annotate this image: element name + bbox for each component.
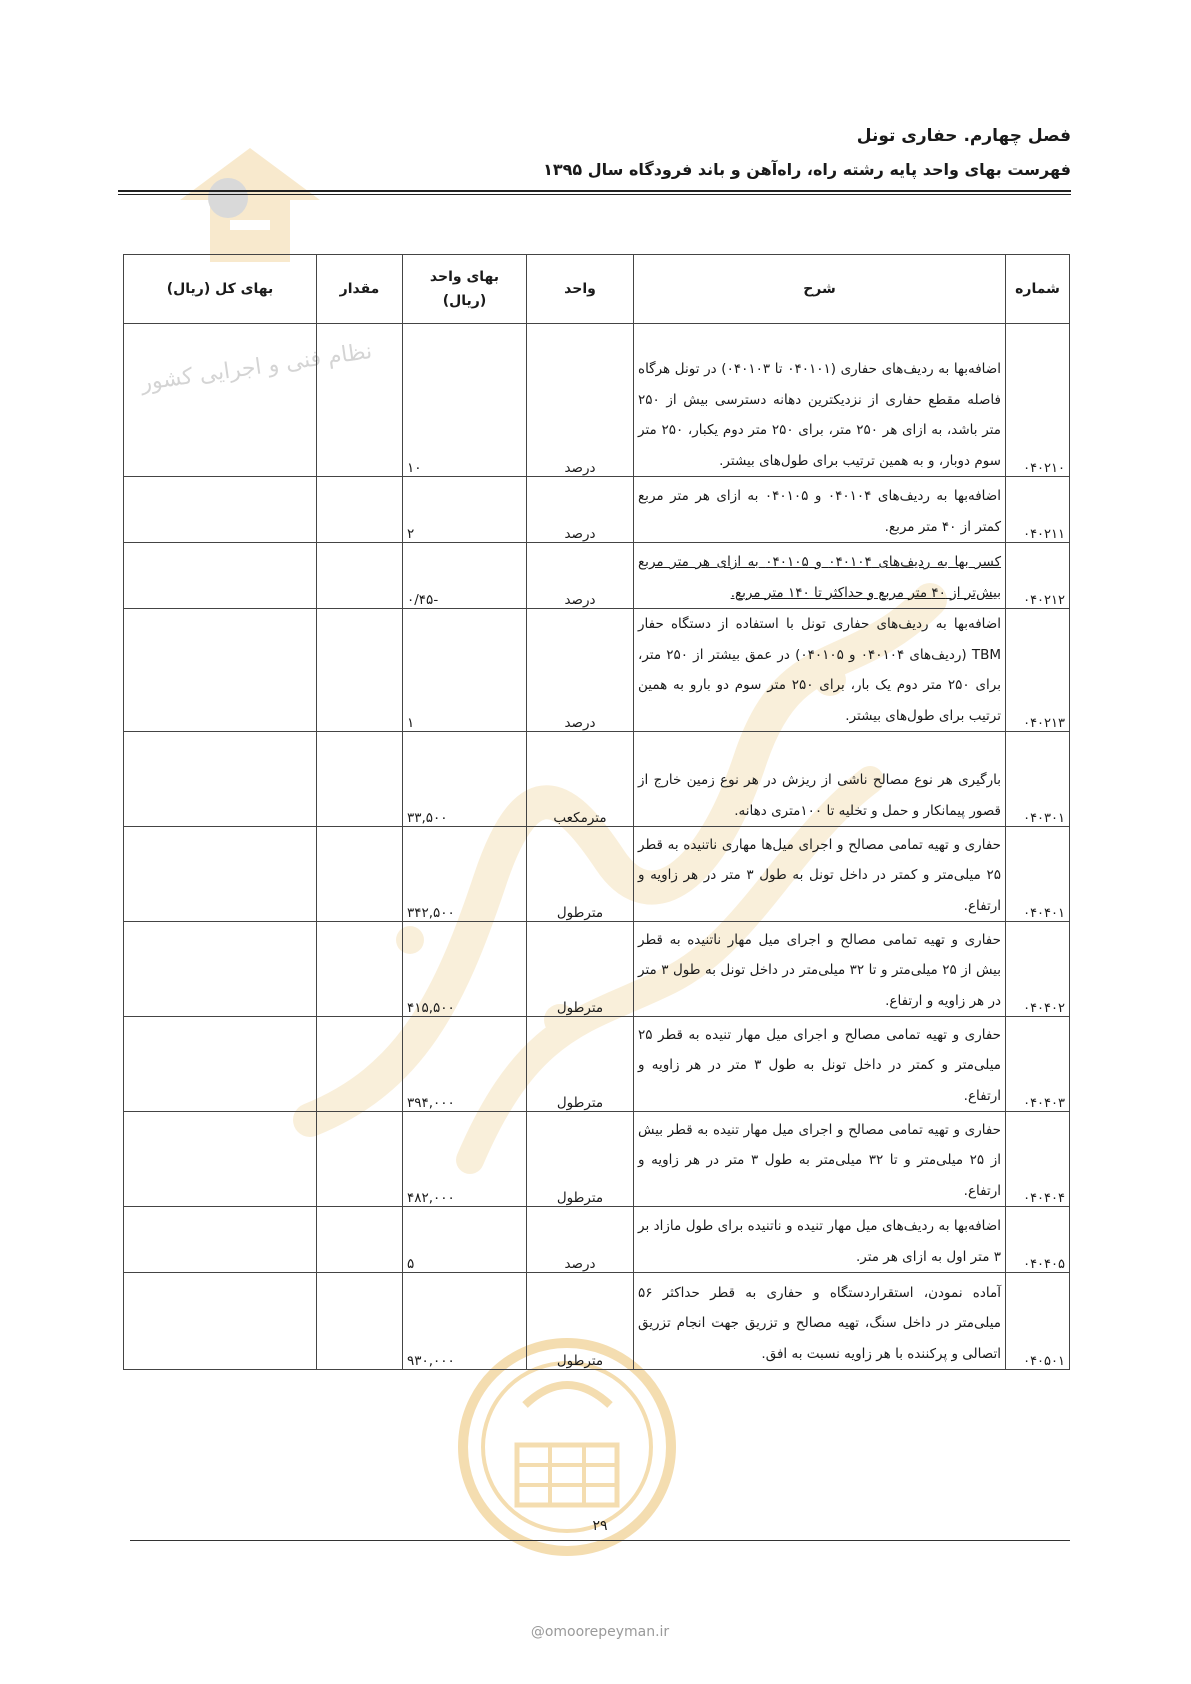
row-unit: مترطول xyxy=(527,922,634,1017)
header-unit-price-currency: (ریال) xyxy=(442,293,487,309)
row-total-price xyxy=(124,922,317,1017)
header-code: شماره xyxy=(1006,255,1070,324)
header-quantity: مقدار xyxy=(317,255,403,324)
row-unit: درصد xyxy=(527,543,634,609)
row-quantity xyxy=(317,827,403,922)
row-unit-price: ۳۳,۵۰۰ xyxy=(403,732,527,827)
row-description: حفاری و تهیه تمامی مصالح و اجرای میل مهار تنیده به قطر بیش از ۲۵ میلی‌متر و تا ۳۲ میلی‌متر به طول ۳ متر در هر زاویه و ارتفاع. xyxy=(634,1112,1006,1207)
page-number: ۲۹ xyxy=(592,1518,608,1534)
row-quantity xyxy=(317,732,403,827)
row-code: ۰۴۰۲۱۳ xyxy=(1006,609,1070,732)
row-code: ۰۴۰۴۰۱ xyxy=(1006,827,1070,922)
row-description: اضافه‌بها به ردیف‌های میل مهار تنیده و ناتنیده برای طول مازاد بر ۳ متر اول به ازای هر متر. xyxy=(634,1207,1006,1273)
row-quantity xyxy=(317,922,403,1017)
table-row xyxy=(124,1273,1070,1370)
row-quantity xyxy=(317,1112,403,1207)
table-row xyxy=(124,1112,1070,1207)
row-code: ۰۴۰۵۰۱ xyxy=(1006,1273,1070,1370)
row-quantity xyxy=(317,1273,403,1370)
table-row xyxy=(124,827,1070,922)
row-description: بارگیری هر نوع مصالح ناشی از ریزش در هر نوع زمین خارج از قصور پیمانکار و حمل و تخلیه تا ۱۰۰متری دهانه. xyxy=(634,732,1006,827)
row-total-price xyxy=(124,324,317,477)
row-unit-price: ۱ xyxy=(403,609,527,732)
row-total-price xyxy=(124,1017,317,1112)
row-description: حفاری و تهیه تمامی مصالح و اجرای میل مهار تنیده به قطر ۲۵ میلی‌متر و کمتر در داخل تونل به طول ۳ متر در هر زاویه و ارتفاع. xyxy=(634,1017,1006,1112)
table-row xyxy=(124,324,1070,477)
row-code: ۰۴۰۴۰۲ xyxy=(1006,922,1070,1017)
row-unit-price: ۱۰ xyxy=(403,324,527,477)
row-total-price xyxy=(124,1273,317,1370)
row-quantity xyxy=(317,543,403,609)
table-row xyxy=(124,1017,1070,1112)
header-unit-price xyxy=(403,255,527,324)
watermark-text: نظام فنی و اجرایی کشور xyxy=(139,338,374,397)
row-unit: مترطول xyxy=(527,1273,634,1370)
row-unit: مترطول xyxy=(527,1112,634,1207)
row-code: ۰۴۰۴۰۵ xyxy=(1006,1207,1070,1273)
row-code: ۰۴۰۲۱۰ xyxy=(1006,324,1070,477)
row-total-price xyxy=(124,1112,317,1207)
row-description: حفاری و تهیه تمامی مصالح و اجرای میل مهار ناتنیده به قطر بیش از ۲۵ میلی‌متر و تا ۳۲ میلی‌متر در داخل تونل به طول ۳ متر در هر زاویه و ارتفاع. xyxy=(634,922,1006,1017)
row-unit: درصد xyxy=(527,477,634,543)
row-unit: درصد xyxy=(527,324,634,477)
row-unit-price: ۳۴۲,۵۰۰ xyxy=(403,827,527,922)
table-header-row xyxy=(124,255,1070,324)
chapter-title: فصل چهارم. حفاری تونل xyxy=(856,126,1071,146)
header-total-price: بهای کل (ریال) xyxy=(124,255,317,324)
header-unit-price-label: بهای واحد xyxy=(429,269,500,285)
table-row xyxy=(124,543,1070,609)
row-description: اضافه‌بها به ردیف‌های ۰۴۰۱۰۴ و ۰۴۰۱۰۵ به ازای هر متر مربع کمتر از ۴۰ متر مربع. xyxy=(634,477,1006,543)
row-code: ۰۴۰۲۱۱ xyxy=(1006,477,1070,543)
header-description: شرح xyxy=(634,255,1006,324)
row-quantity xyxy=(317,477,403,543)
row-unit-price: ۴۱۵,۵۰۰ xyxy=(403,922,527,1017)
row-unit: درصد xyxy=(527,609,634,732)
row-total-price xyxy=(124,827,317,922)
row-unit-price: ۴۸۲,۰۰۰ xyxy=(403,1112,527,1207)
row-total-price xyxy=(124,543,317,609)
header-unit: واحد xyxy=(527,255,634,324)
row-code: ۰۴۰۴۰۴ xyxy=(1006,1112,1070,1207)
row-quantity xyxy=(317,609,403,732)
document-subtitle: فهرست بهای واحد پایه رشته راه، راه‌آهن و باند فرودگاه سال ۱۳۹۵ xyxy=(543,160,1071,179)
row-total-price xyxy=(124,477,317,543)
table-row xyxy=(124,477,1070,543)
row-description: آماده نمودن، استقراردستگاه و حفاری به قطر حداکثر ۵۶ میلی‌متر در داخل سنگ، تهیه مصالح و تزریق جهت انجام تزریق اتصالی و پرکننده با هر زاویه نسبت به افق. xyxy=(634,1273,1006,1370)
header-divider-thin xyxy=(118,194,1071,195)
footer-divider xyxy=(130,1540,1070,1541)
row-total-price xyxy=(124,1207,317,1273)
table-row xyxy=(124,922,1070,1017)
row-code: ۰۴۰۲۱۲ xyxy=(1006,543,1070,609)
row-description: حفاری و تهیه تمامی مصالح و اجرای میل‌ها مهاری ناتنیده به قطر ۲۵ میلی‌متر و کمتر در داخل تونل به طول ۳ متر در هر زاویه و ارتفاع. xyxy=(634,827,1006,922)
row-unit-price: ۲ xyxy=(403,477,527,543)
row-unit-price: ۵ xyxy=(403,1207,527,1273)
row-code: ۰۴۰۳۰۱ xyxy=(1006,732,1070,827)
website-watermark: @omoorepeyman.ir xyxy=(530,1624,670,1640)
table-row xyxy=(124,1207,1070,1273)
row-total-price xyxy=(124,732,317,827)
row-quantity xyxy=(317,324,403,477)
row-description: کسر بها به ردیف‌های ۰۴۰۱۰۴ و ۰۴۰۱۰۵ به ازای هر متر مربع بیش‌تر از ۴۰ متر مربع و حداکثر تا ۱۴۰ متر مربع. xyxy=(634,543,1006,609)
table-row xyxy=(124,609,1070,732)
price-list-table xyxy=(123,254,1070,1370)
header-divider xyxy=(118,190,1071,192)
row-quantity xyxy=(317,1017,403,1112)
row-unit: مترطول xyxy=(527,1017,634,1112)
table-row xyxy=(124,732,1070,827)
row-unit: مترطول xyxy=(527,827,634,922)
row-unit: مترمکعب xyxy=(527,732,634,827)
row-unit-price: ۳۹۴,۰۰۰ xyxy=(403,1017,527,1112)
row-description: اضافه‌بها به ردیف‌های حفاری تونل با استفاده از دستگاه حفار TBM (ردیف‌های ۰۴۰۱۰۴ و ۰۴۰۱۰۵) در عمق بیشتر از ۲۵۰ متر، برای ۲۵۰ متر دوم یک بار، برای ۲۵۰ متر سوم دو بارو به همین ترتیب برای طول‌های بیشتر. xyxy=(634,609,1006,732)
row-total-price xyxy=(124,609,317,732)
watermark-logo-icon xyxy=(170,140,330,270)
row-description: اضافه‌بها به ردیف‌های حفاری (۰۴۰۱۰۱ تا ۰۴۰۱۰۳) در تونل هرگاه فاصله مقطع حفاری از نزدیکترین دهانه دسترسی بیش از ۲۵۰ متر باشد، به ازای هر ۲۵۰ متر، برای ۲۵۰ متر دوم یکبار، ۲۵۰ متر سوم دوبار، و به همین ترتیب برای طول‌های بیشتر. xyxy=(634,324,1006,477)
row-unit-price: ۹۳۰,۰۰۰ xyxy=(403,1273,527,1370)
row-quantity xyxy=(317,1207,403,1273)
row-code: ۰۴۰۴۰۳ xyxy=(1006,1017,1070,1112)
row-unit-price: -۰/۴۵ xyxy=(403,543,527,609)
row-unit: درصد xyxy=(527,1207,634,1273)
